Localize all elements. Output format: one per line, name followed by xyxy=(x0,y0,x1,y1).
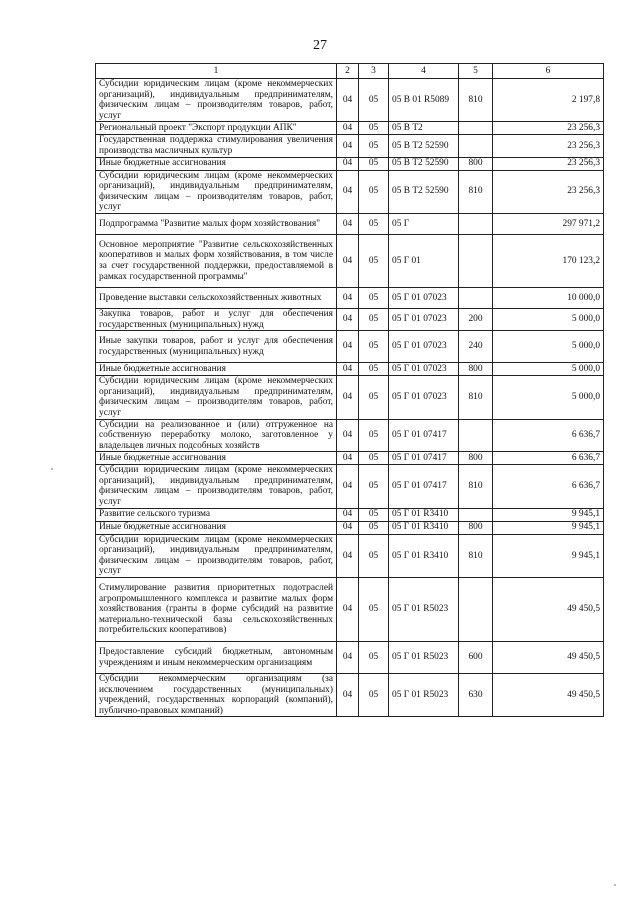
table-row xyxy=(96,578,604,642)
amount-cell: 49 450,5 xyxy=(493,642,604,674)
column-header: 5 xyxy=(459,64,493,79)
row-name-cell: Субсидии юридическим лицам (кроме некоммерческих организаций), индивидуальным предпринимателям, физическим лицам – производителям товаров, работ, услуг xyxy=(96,79,337,122)
target-code-cell: 05 В Т2 xyxy=(389,122,459,135)
section-cell: 04 xyxy=(337,363,359,376)
amount-cell: 2 197,8 xyxy=(493,79,604,122)
row-name-cell: Подпрограмма "Развитие малых форм хозяйствования" xyxy=(96,213,337,234)
amount-cell: 23 256,3 xyxy=(493,157,604,170)
target-code-cell: 05 Г 01 R3410 xyxy=(389,508,459,521)
section-cell: 04 xyxy=(337,79,359,122)
amount-cell: 170 123,2 xyxy=(493,234,604,287)
section-cell: 04 xyxy=(337,331,359,363)
table-row xyxy=(96,419,604,452)
expense-type-cell: 600 xyxy=(459,642,493,674)
section-cell: 04 xyxy=(337,534,359,577)
subsection-cell: 05 xyxy=(359,122,389,135)
target-code-cell: 05 Г 01 R5023 xyxy=(389,578,459,642)
section-cell: 04 xyxy=(337,465,359,508)
target-code-cell: 05 Г 01 R3410 xyxy=(389,521,459,534)
table-row xyxy=(96,674,604,717)
amount-cell: 6 636,7 xyxy=(493,465,604,508)
row-name-cell: Иные закупки товаров, работ и услуг для обеспечения государственных (муниципальных) нужд xyxy=(96,331,337,363)
subsection-cell: 05 xyxy=(359,452,389,465)
subsection-cell: 05 xyxy=(359,79,389,122)
subsection-cell: 05 xyxy=(359,534,389,577)
subsection-cell: 05 xyxy=(359,135,389,157)
table-row xyxy=(96,157,604,170)
scan-speck xyxy=(614,884,616,886)
amount-cell: 5 000,0 xyxy=(493,376,604,419)
table-row xyxy=(96,376,604,419)
table-row xyxy=(96,213,604,234)
row-name-cell: Развитие сельского туризма xyxy=(96,508,337,521)
amount-cell: 5 000,0 xyxy=(493,331,604,363)
column-header: 2 xyxy=(337,64,359,79)
table-row xyxy=(96,308,604,330)
expense-type-cell: 800 xyxy=(459,363,493,376)
column-header: 4 xyxy=(389,64,459,79)
subsection-cell: 05 xyxy=(359,674,389,717)
amount-cell: 9 945,1 xyxy=(493,508,604,521)
target-code-cell: 05 Г 01 07023 xyxy=(389,376,459,419)
expense-type-cell xyxy=(459,135,493,157)
section-cell: 04 xyxy=(337,122,359,135)
target-code-cell: 05 В Т2 52590 xyxy=(389,157,459,170)
section-cell: 04 xyxy=(337,170,359,213)
table-row xyxy=(96,642,604,674)
section-cell: 04 xyxy=(337,521,359,534)
budget-table xyxy=(95,63,604,717)
expense-type-cell: 810 xyxy=(459,79,493,122)
subsection-cell: 05 xyxy=(359,419,389,452)
row-name-cell: Субсидии некоммерческим организациям (за исключением государственных (муниципальных) учреждений, государственных корпораций (компаний), публично-правовых компаний) xyxy=(96,674,337,717)
column-header: 6 xyxy=(493,64,604,79)
expense-type-cell: 810 xyxy=(459,376,493,419)
row-name-cell: Иные бюджетные ассигнования xyxy=(96,452,337,465)
expense-type-cell: 630 xyxy=(459,674,493,717)
column-header: 3 xyxy=(359,64,389,79)
table-row xyxy=(96,135,604,157)
subsection-cell: 05 xyxy=(359,578,389,642)
amount-cell: 5 000,0 xyxy=(493,308,604,330)
amount-cell: 10 000,0 xyxy=(493,287,604,308)
subsection-cell: 05 xyxy=(359,363,389,376)
subsection-cell: 05 xyxy=(359,521,389,534)
expense-type-cell: 810 xyxy=(459,465,493,508)
target-code-cell: 05 Г 01 07023 xyxy=(389,363,459,376)
expense-type-cell: 800 xyxy=(459,157,493,170)
table-row xyxy=(96,79,604,122)
amount-cell: 9 945,1 xyxy=(493,534,604,577)
subsection-cell: 05 xyxy=(359,234,389,287)
row-name-cell: Региональный проект "Экспорт продукции АПК" xyxy=(96,122,337,135)
expense-type-cell xyxy=(459,578,493,642)
expense-type-cell xyxy=(459,234,493,287)
amount-cell: 6 636,7 xyxy=(493,452,604,465)
section-cell: 04 xyxy=(337,419,359,452)
section-cell: 04 xyxy=(337,287,359,308)
table-row xyxy=(96,508,604,521)
section-cell: 04 xyxy=(337,234,359,287)
table-row xyxy=(96,452,604,465)
target-code-cell: 05 Г 01 07417 xyxy=(389,465,459,508)
target-code-cell: 05 Г xyxy=(389,213,459,234)
section-cell: 04 xyxy=(337,157,359,170)
subsection-cell: 05 xyxy=(359,308,389,330)
section-cell: 04 xyxy=(337,508,359,521)
row-name-cell: Субсидии юридическим лицам (кроме некоммерческих организаций), индивидуальным предпринимателям, физическим лицам – производителям товаров, работ, услуг xyxy=(96,376,337,419)
expense-type-cell xyxy=(459,508,493,521)
row-name-cell: Основное мероприятие "Развитие сельскохозяйственных кооперативов и малых форм хозяйствования, в том числе за счет государственной поддержки, предоставляемой в рамках государственной программы" xyxy=(96,234,337,287)
expense-type-cell: 240 xyxy=(459,331,493,363)
target-code-cell: 05 Г 01 xyxy=(389,234,459,287)
amount-cell: 297 971,2 xyxy=(493,213,604,234)
expense-type-cell: 200 xyxy=(459,308,493,330)
table-row xyxy=(96,234,604,287)
table-row xyxy=(96,170,604,213)
amount-cell: 23 256,3 xyxy=(493,135,604,157)
section-cell: 04 xyxy=(337,308,359,330)
section-cell: 04 xyxy=(337,674,359,717)
target-code-cell: 05 Г 01 07023 xyxy=(389,287,459,308)
amount-cell: 49 450,5 xyxy=(493,674,604,717)
target-code-cell: 05 В 01 R5089 xyxy=(389,79,459,122)
row-name-cell: Иные бюджетные ассигнования xyxy=(96,363,337,376)
amount-cell: 49 450,5 xyxy=(493,578,604,642)
table-row xyxy=(96,465,604,508)
row-name-cell: Иные бюджетные ассигнования xyxy=(96,521,337,534)
expense-type-cell: 810 xyxy=(459,534,493,577)
table-row xyxy=(96,287,604,308)
table-row xyxy=(96,331,604,363)
target-code-cell: 05 Г 01 07023 xyxy=(389,331,459,363)
expense-type-cell: 800 xyxy=(459,452,493,465)
subsection-cell: 05 xyxy=(359,465,389,508)
subsection-cell: 05 xyxy=(359,331,389,363)
row-name-cell: Субсидии юридическим лицам (кроме некоммерческих организаций), индивидуальным предпринимателям, физическим лицам – производителям товаров, работ, услуг xyxy=(96,534,337,577)
target-code-cell: 05 В Т2 52590 xyxy=(389,135,459,157)
row-name-cell: Проведение выставки сельскохозяйственных животных xyxy=(96,287,337,308)
table-row xyxy=(96,521,604,534)
amount-cell: 5 000,0 xyxy=(493,363,604,376)
row-name-cell: Предоставление субсидий бюджетным, автономным учреждениям и иным некоммерческим организациям xyxy=(96,642,337,674)
expense-type-cell xyxy=(459,287,493,308)
subsection-cell: 05 xyxy=(359,157,389,170)
row-name-cell: Закупка товаров, работ и услуг для обеспечения государственных (муниципальных) нужд xyxy=(96,308,337,330)
expense-type-cell: 810 xyxy=(459,170,493,213)
expense-type-cell: 800 xyxy=(459,521,493,534)
row-name-cell: Субсидии на реализованное и (или) отгруженное на собственную переработку молоко, заготовленное у владельцев личных подсобных хозяйств xyxy=(96,419,337,452)
page-number: 27 xyxy=(313,38,327,53)
section-cell: 04 xyxy=(337,642,359,674)
amount-cell: 6 636,7 xyxy=(493,419,604,452)
amount-cell: 23 256,3 xyxy=(493,122,604,135)
table-row xyxy=(96,534,604,577)
subsection-cell: 05 xyxy=(359,376,389,419)
subsection-cell: 05 xyxy=(359,170,389,213)
section-cell: 04 xyxy=(337,376,359,419)
section-cell: 04 xyxy=(337,578,359,642)
row-name-cell: Субсидии юридическим лицам (кроме некоммерческих организаций), индивидуальным предпринимателям, физическим лицам – производителям товаров, работ, услуг xyxy=(96,170,337,213)
row-name-cell: Субсидии юридическим лицам (кроме некоммерческих организаций), индивидуальным предпринимателям, физическим лицам – производителям товаров, работ, услуг xyxy=(96,465,337,508)
table-header-row xyxy=(96,64,604,79)
subsection-cell: 05 xyxy=(359,287,389,308)
expense-type-cell xyxy=(459,213,493,234)
target-code-cell: 05 Г 01 07417 xyxy=(389,419,459,452)
scan-speck xyxy=(51,468,53,470)
section-cell: 04 xyxy=(337,213,359,234)
target-code-cell: 05 В Т2 52590 xyxy=(389,170,459,213)
section-cell: 04 xyxy=(337,452,359,465)
table-row xyxy=(96,122,604,135)
expense-type-cell xyxy=(459,122,493,135)
column-header: 1 xyxy=(96,64,337,79)
expense-type-cell xyxy=(459,419,493,452)
subsection-cell: 05 xyxy=(359,508,389,521)
target-code-cell: 05 Г 01 R3410 xyxy=(389,534,459,577)
row-name-cell: Иные бюджетные ассигнования xyxy=(96,157,337,170)
target-code-cell: 05 Г 01 07023 xyxy=(389,308,459,330)
amount-cell: 9 945,1 xyxy=(493,521,604,534)
target-code-cell: 05 Г 01 R5023 xyxy=(389,642,459,674)
target-code-cell: 05 Г 01 R5023 xyxy=(389,674,459,717)
table-row xyxy=(96,363,604,376)
row-name-cell: Государственная поддержка стимулирования увеличения производства масличных культур xyxy=(96,135,337,157)
section-cell: 04 xyxy=(337,135,359,157)
subsection-cell: 05 xyxy=(359,642,389,674)
amount-cell: 23 256,3 xyxy=(493,170,604,213)
row-name-cell: Стимулирование развития приоритетных подотраслей агропромышленного комплекса и развитие малых форм хозяйствования (гранты в форме субсидий на развитие материально-технической базы сельскохозяйственных потребительских кооперативов) xyxy=(96,578,337,642)
target-code-cell: 05 Г 01 07417 xyxy=(389,452,459,465)
subsection-cell: 05 xyxy=(359,213,389,234)
